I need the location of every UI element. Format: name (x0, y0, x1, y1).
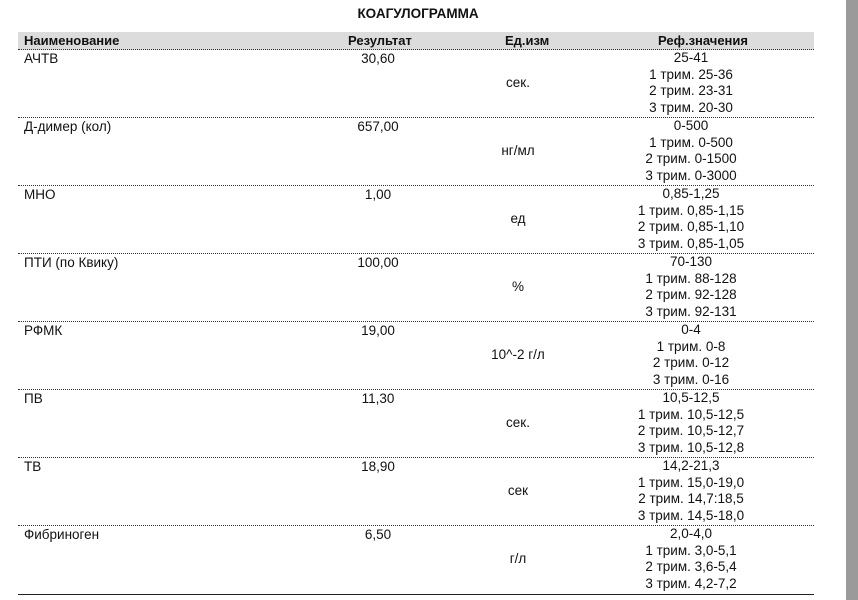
reference-line: 2,0-4,0 (669, 526, 713, 541)
reference-line: 1 трим. 25-36 (649, 66, 733, 82)
table-row (18, 118, 814, 186)
test-name: ТВ (24, 459, 42, 474)
test-unit: нг/мл (501, 143, 535, 158)
table-row (18, 254, 814, 322)
table-row (18, 526, 814, 595)
reference-line: 2 трим. 23-31 (649, 83, 733, 98)
table-row (18, 458, 814, 526)
test-result: 100,00 (357, 255, 399, 270)
test-name: ПВ (24, 391, 43, 406)
reference-line: 3 трим. 0-3000 (645, 167, 737, 183)
test-reference (618, 322, 764, 388)
reference-line: 3 трим. 14,5-18,0 (637, 507, 745, 523)
reference-line: 2 трим. 14,7:18,5 (638, 491, 744, 506)
test-reference (618, 458, 764, 524)
reference-line: 2 трим. 92-128 (645, 287, 737, 302)
test-unit: сек (507, 483, 529, 498)
results-table (18, 50, 814, 595)
reference-line: 0-4 (681, 322, 701, 337)
reference-line: 2 трим. 3,6-5,4 (645, 559, 737, 574)
reference-line: 3 трим. 0-16 (652, 371, 730, 387)
reference-line: 3 трим. 92-131 (645, 303, 737, 319)
reference-line: 0-500 (673, 118, 709, 133)
test-result: 6,50 (364, 527, 392, 542)
page-title: КОАГУЛОГРАММА (357, 6, 479, 21)
test-result: 30,60 (361, 51, 395, 66)
reference-line: 2 трим. 0,85-1,10 (637, 219, 745, 234)
test-name: МНО (24, 187, 56, 202)
reference-line: 25-41 (673, 50, 709, 65)
test-reference (618, 390, 764, 456)
reference-line: 3 трим. 0,85-1,05 (637, 235, 745, 251)
test-name: РФМК (24, 323, 63, 338)
test-result: 657,00 (357, 119, 399, 134)
reference-line: 2 трим. 0-1500 (645, 151, 737, 166)
reference-line: 10,5-12,5 (662, 390, 720, 405)
column-header-result: Результат (348, 33, 412, 48)
column-header-reference: Реф.значения (658, 33, 748, 48)
test-unit: сек. (506, 75, 530, 90)
test-name: ПТИ (по Квику) (24, 255, 119, 270)
test-unit: 10^-2 г/л (491, 347, 545, 362)
test-unit: сек. (506, 415, 530, 430)
table-row (18, 322, 814, 390)
test-result: 1,00 (364, 187, 392, 202)
page-edge-shadow (846, 0, 858, 600)
test-result: 18,90 (361, 459, 395, 474)
test-name: Д-димер (кол) (24, 119, 112, 134)
test-result: 19,00 (361, 323, 395, 338)
table-row (18, 186, 814, 254)
reference-line: 14,2-21,3 (662, 458, 720, 473)
table-row (18, 50, 814, 118)
reference-line: 1 трим. 0-8 (656, 338, 726, 354)
reference-line: 1 трим. 0-500 (649, 134, 733, 150)
test-reference (618, 526, 764, 592)
table-row (18, 390, 814, 458)
reference-line: 1 трим. 3,0-5,1 (645, 542, 737, 558)
reference-line: 3 трим. 10,5-12,8 (637, 439, 745, 455)
reference-line: 1 трим. 88-128 (645, 270, 737, 286)
test-result: 11,30 (361, 391, 395, 406)
column-header-unit: Ед.изм (505, 33, 550, 48)
test-unit: ед (510, 211, 526, 226)
test-name: Фибриноген (24, 527, 100, 542)
reference-line: 1 трим. 0,85-1,15 (637, 202, 745, 218)
test-reference (618, 118, 764, 184)
reference-line: 1 трим. 10,5-12,5 (637, 406, 745, 422)
column-header-name: Наименование (24, 33, 120, 48)
reference-line: 3 трим. 4,2-7,2 (645, 575, 737, 591)
reference-line: 1 трим. 15,0-19,0 (637, 474, 745, 490)
test-unit: % (511, 279, 524, 294)
test-name: АЧТВ (24, 51, 59, 66)
test-reference (618, 186, 764, 252)
reference-line: 3 трим. 20-30 (649, 99, 733, 115)
reference-line: 2 трим. 10,5-12,7 (637, 423, 745, 438)
reference-line: 0,85-1,25 (662, 186, 720, 201)
reference-line: 70-130 (669, 254, 713, 269)
reference-line: 2 трим. 0-12 (652, 355, 730, 370)
test-unit: г/л (509, 551, 527, 566)
table-header (18, 32, 814, 50)
test-reference (618, 50, 764, 116)
test-reference (618, 254, 764, 320)
